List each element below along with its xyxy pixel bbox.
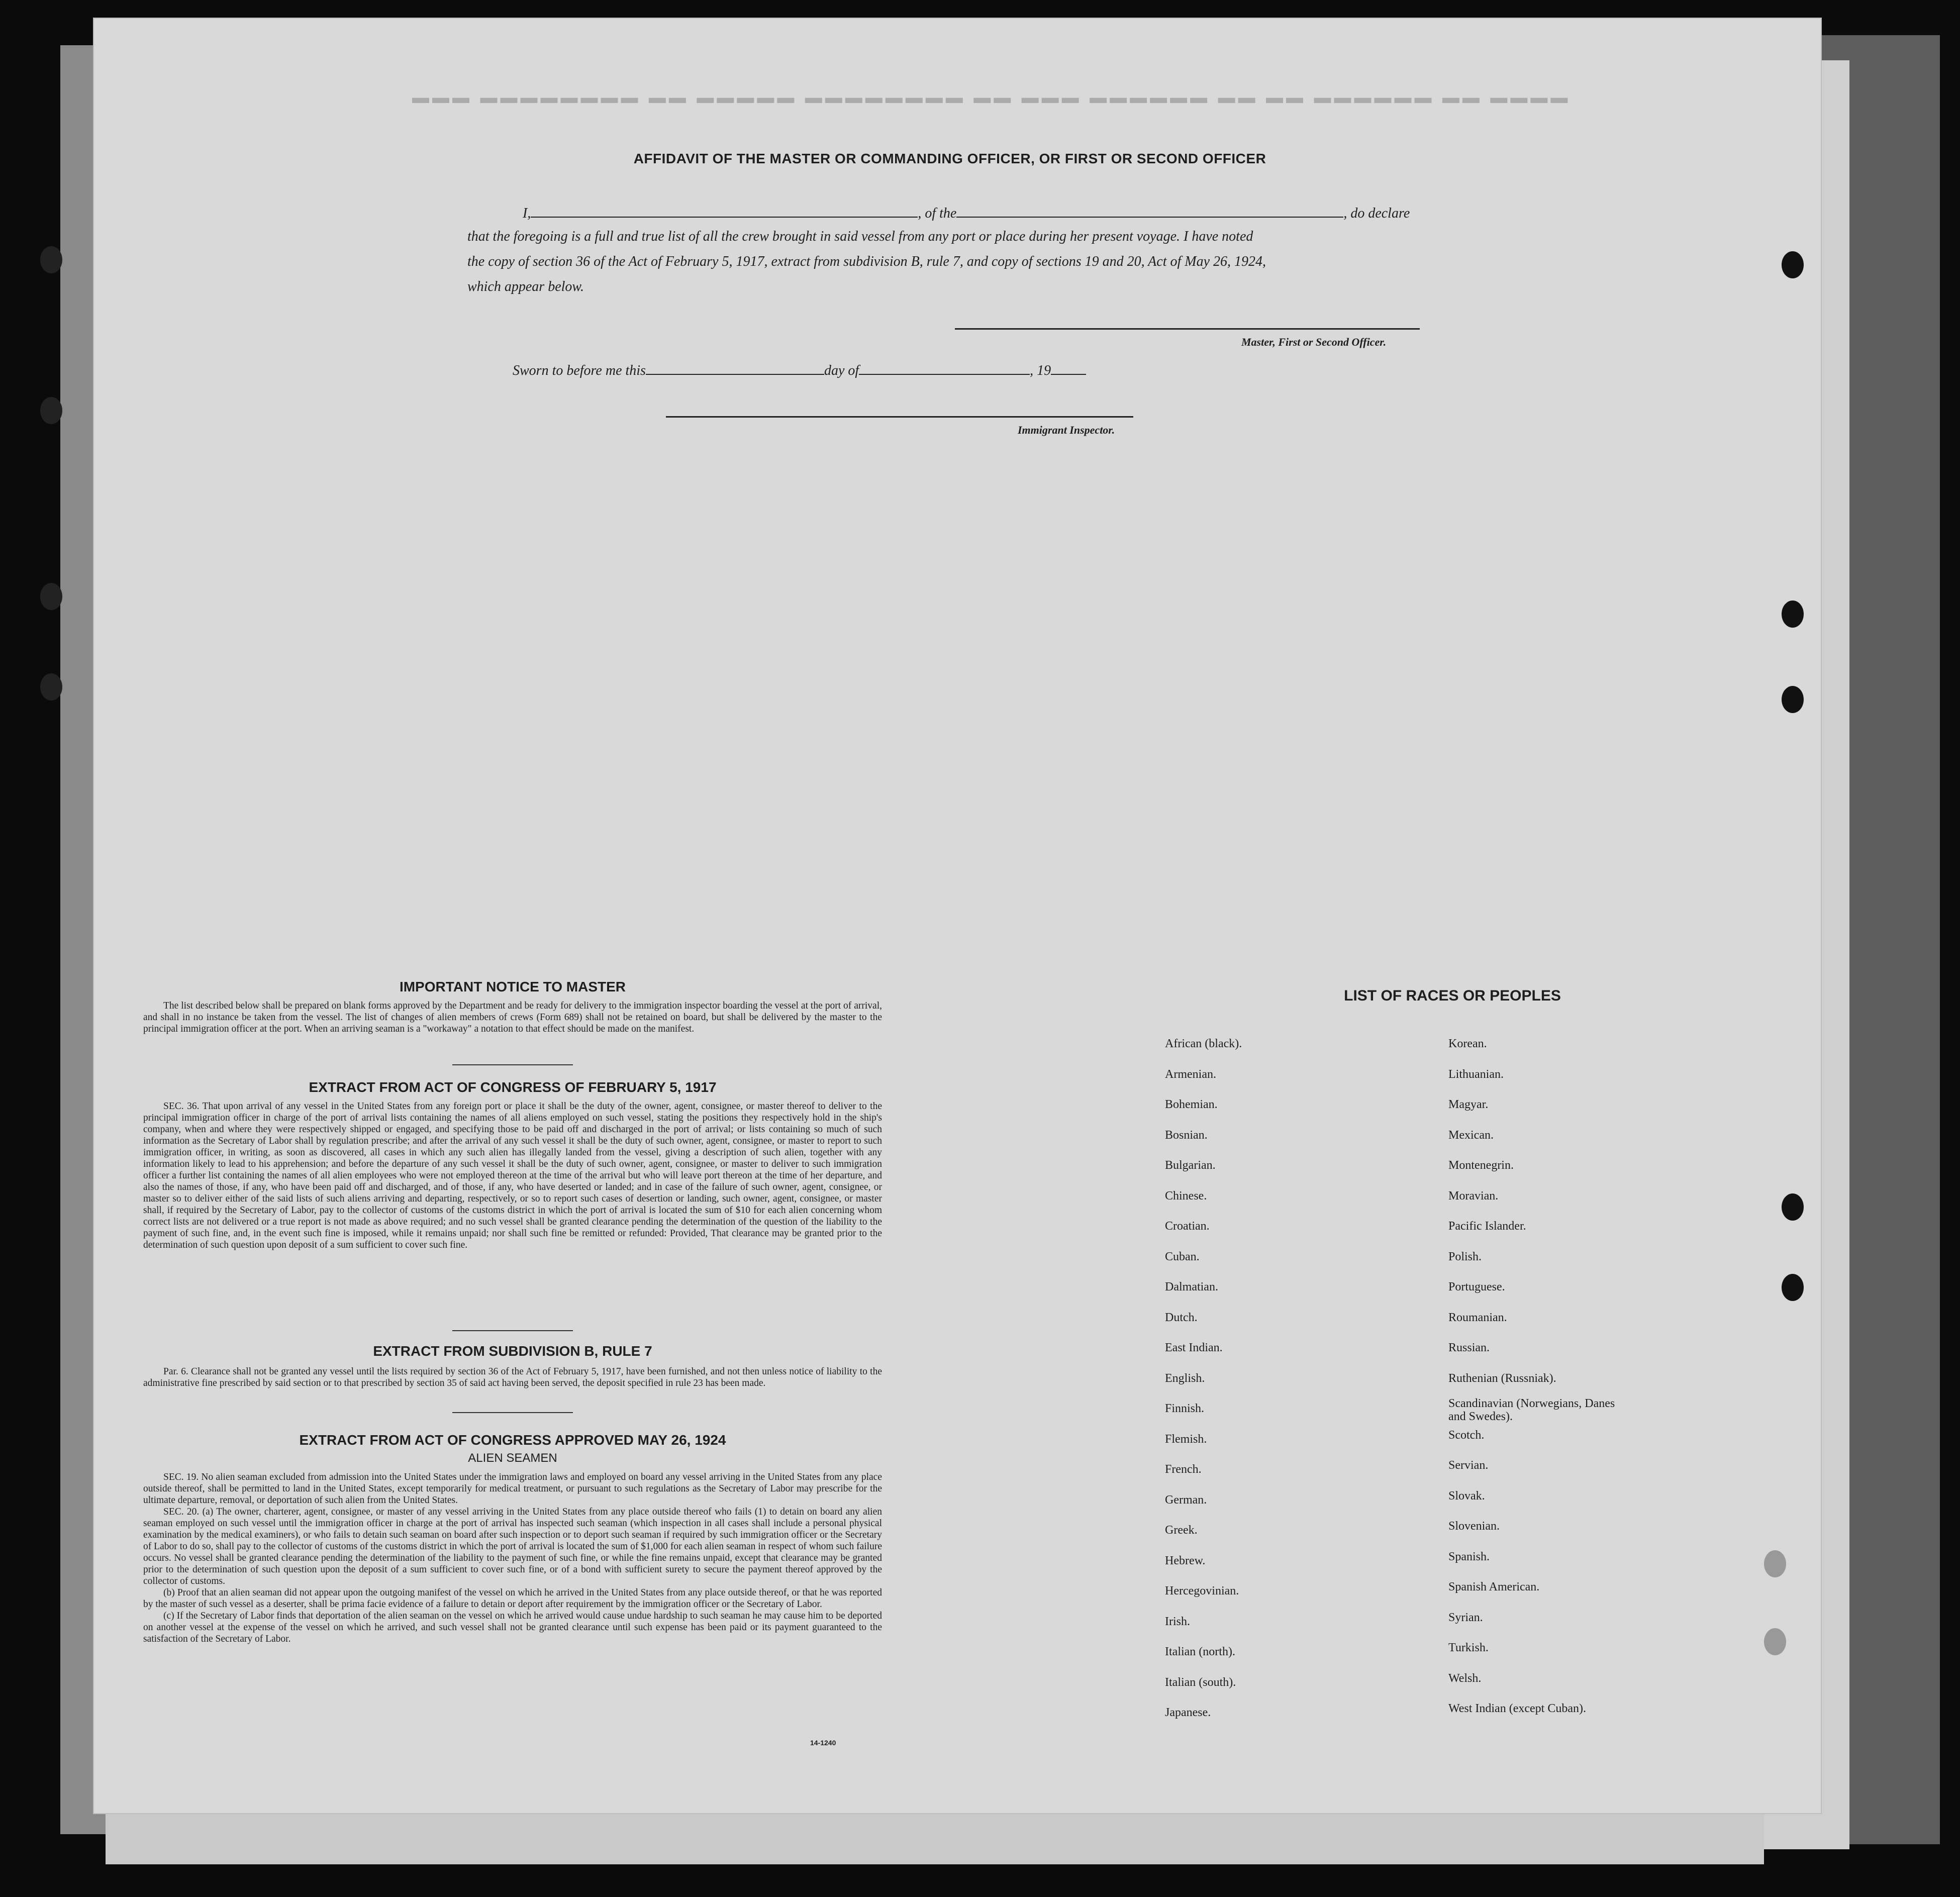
sworn-year-label: , 19 (1030, 363, 1051, 378)
race-item: Japanese. (1165, 1706, 1211, 1719)
race-item: Flemish. (1165, 1432, 1207, 1446)
act-1924-sec20b: (b) Proof that an alien seaman did not appear upon the outgoing manifest of the vessel on which he arrived in the United States from any place outside thereof, or that he was reported by the master of such vessel as a deserter, shall be prima facie evidence of a failure to detain or deport after requirement by the immigration officer or the Secretary of Labor. (143, 1587, 882, 1610)
race-item: Lithuanian. (1448, 1067, 1504, 1081)
act-1917-title: EXTRACT FROM ACT OF CONGRESS OF FEBRUARY 5, 1917 (309, 1079, 717, 1095)
race-item: Chinese. (1165, 1189, 1207, 1203)
race-item: Magyar. (1448, 1098, 1489, 1111)
binder-hole-left-3 (40, 583, 62, 610)
affidavit-line-2: that the foregoing is a full and true list of all the crew brought in said vessel from any port or place during her present voyage. I have noted (467, 229, 1253, 244)
race-item: Korean. (1448, 1037, 1487, 1050)
race-item: Bohemian. (1165, 1098, 1218, 1111)
act-1917-paragraph (143, 1101, 882, 1251)
sworn-month-blank[interactable] (859, 361, 1030, 375)
act-1924-sec20c: (c) If the Secretary of Labor finds that deportation of the alien seaman on the vessel on which he arrived would cause undue hardship to such seaman he may cause him to be deported on another vessel at the expense of the vessel on which he arrived, and such vessel shall not be granted clearance until such expense has been paid or its payment guaranteed to the satisfaction of the Secretary of Labor. (143, 1611, 882, 1644)
inspector-signature-line[interactable] (666, 416, 1133, 418)
binder-hole-left-4 (40, 673, 62, 701)
race-item: Mexican. (1448, 1128, 1494, 1142)
binder-hole-left-2 (40, 397, 62, 424)
race-item: Cuban. (1165, 1250, 1200, 1263)
section-divider-2 (452, 1330, 573, 1331)
sworn-prefix: Sworn to before me this (513, 363, 646, 378)
section-divider-1 (452, 1064, 573, 1065)
affidavit-line-4: which appear below. (467, 279, 584, 294)
race-item: Finnish. (1165, 1402, 1205, 1415)
race-item: Croatian. (1165, 1220, 1210, 1233)
race-item: Dutch. (1165, 1311, 1198, 1324)
race-item: French. (1165, 1463, 1202, 1476)
race-item: Servian. (1448, 1459, 1489, 1472)
race-item: Portuguese. (1448, 1280, 1505, 1293)
race-item: Turkish. (1448, 1641, 1489, 1654)
race-item: Syrian. (1448, 1611, 1483, 1624)
race-item: Slovenian. (1448, 1520, 1500, 1533)
binder-hole-right-7 (1764, 1628, 1786, 1655)
binder-hole-right-4 (1782, 1193, 1804, 1221)
notice-paragraph (143, 1000, 882, 1035)
races-title: LIST OF RACES OR PEOPLES (1344, 987, 1561, 1004)
race-item: Ruthenian (Russniak). (1448, 1371, 1556, 1385)
act-1924-sec19: SEC. 19. No alien seaman excluded from admission into the United States under the immigration laws and employed on board any vessel arriving in the United States from any place outside thereof, shall be permitted to land in the United States, except temporarily for medical treatment, or pursuant to such regulations as the Secretary of Labor may prescribe for the ultimate departure, removal, or deportation of such alien from the United States. (143, 1472, 882, 1506)
race-item: Dalmatian. (1165, 1280, 1218, 1293)
affidavit-of-the-label: , of the (918, 206, 957, 221)
race-item: Armenian. (1165, 1067, 1216, 1081)
act-1924-subtitle: ALIEN SEAMEN (468, 1451, 557, 1465)
binder-hole-right-1 (1782, 251, 1804, 278)
vessel-name-blank[interactable] (956, 204, 1343, 218)
binder-hole-left-1 (40, 246, 62, 273)
race-item: Montenegrin. (1448, 1159, 1514, 1172)
affidavit-line-1 (523, 204, 1410, 222)
affidavit-declare-label: , do declare (1343, 206, 1410, 221)
race-item: English. (1165, 1371, 1205, 1385)
act-1917-text: SEC. 36. That upon arrival of any vessel in the United States from any foreign port or place it shall be the duty of the owner, agent, consignee, or master thereof to deliver to the principal immigration officer in charge of the port of arrival lists containing the names of all aliens employed on such vessel, stating the positions they respectively hold in the ship's company, when and where they were respectively shipped or engaged, and specifying those to be paid off and discharged in the port of arrival; or lists containing so much of such information as the Secretary of Labor shall by regulation prescribe; and after the arrival of any such vessel it shall be the duty of such owner, agent, consignee, or master to report to such immigration officer, in writing, as soon as discovered, all cases in which any such alien has illegally landed from the vessel, giving a description of such alien, together with any information likely to lead to his apprehension; and before the departure of any such vessel it shall be the duty of such owner, agent, consignee, or master to deliver to such immigration officer a further list containing the names of all alien employees who were not employed thereon at the time of the arrival but who will leave port thereon at the time of her departure, and also the names of those, if any, who have been paid off and discharged, and of those, if any, who have deserted or landed; and in case of the failure of such owner, agent, consignee, or master so to deliver either of the said lists of such aliens arriving and departing, respectively, or so to report such cases of desertion or landing, such owner, agent, consignee, or master shall, if required by the Secretary of Labor, pay to the collector of customs of the customs district in which the port of arrival is located the sum of $10 for each alien concerning whom correct lists are not delivered or a true report is not made as above required; and no such vessel shall be granted clearance pending the determination of the question of the liability to the payment of such fine, and, in the event such fine is imposed, while it remains unpaid; nor shall such fine be remitted or refunded: Provided, That clearance may be granted prior to the determination of such question upon deposit of a sum sufficient to cover such fine. (143, 1101, 882, 1250)
race-item: Scandinavian (Norwegians, Danes and Swedes). (1448, 1397, 1615, 1423)
race-item: East Indian. (1165, 1341, 1223, 1354)
race-item: Irish. (1165, 1615, 1190, 1628)
affidavit-i-label: I, (523, 206, 531, 221)
race-item: West Indian (except Cuban). (1448, 1702, 1586, 1715)
race-item: Italian (south). (1165, 1675, 1236, 1689)
section-divider-3 (452, 1412, 573, 1413)
race-item: Welsh. (1448, 1671, 1482, 1685)
sworn-year-blank[interactable] (1051, 361, 1086, 375)
affidavit-title: AFFIDAVIT OF THE MASTER OR COMMANDING OFFICER, OR FIRST OR SECOND OFFICER (633, 151, 1266, 166)
race-item: Bosnian. (1165, 1128, 1208, 1142)
sworn-day-label: day of (824, 363, 859, 378)
binder-hole-right-6 (1764, 1550, 1786, 1577)
race-item: Moravian. (1448, 1189, 1499, 1203)
notice-text: The list described below shall be prepared on blank forms approved by the Department and be ready for delivery to the immigration inspector boarding the vessel at the port of arrival, and shall in no instance be taken from the vessel. The list of changes of alien members of crews (Form 689) shall not be retained on board, but shall be delivered by the master to the principal immigration officer at the port. When an arriving seaman is a "workaway" a notation to that effect should be made on the manifest. (143, 1001, 882, 1034)
race-item: Hercegovinian. (1165, 1584, 1239, 1598)
act-1924-sec20a: SEC. 20. (a) The owner, charterer, agent, consignee, or master of any vessel arriving in the United States from any place outside thereof who fails (1) to detain on board any alien seaman employed on such vessel until the immigration officer in charge at the port of arrival has inspected such seaman (which inspection in all cases shall include a personal physical examination by the medical examiners), or who fails to detain such seaman on board after such inspection or to deport such seaman if required by such immigration officer or the Secretary of Labor to do so, shall pay to the collector of customs of the customs district in which the port of arrival is located the sum of $1,000 for each alien seaman in respect of whom such failure occurs. No vessel shall be granted clearance pending the determination of the liability to the payment of such fine, or while the fine remains unpaid, except that clearance may be granted prior to the determination of such question upon the deposit of a sum sufficient to cover such fine, or of a bond with sufficient surety to secure the payment thereof approved by the collector of customs. (143, 1507, 882, 1586)
subdivision-b-paragraph (143, 1366, 882, 1389)
inspector-signature-label: Immigrant Inspector. (1018, 424, 1115, 436)
race-item: Slovak. (1448, 1489, 1485, 1503)
race-item: Pacific Islander. (1448, 1220, 1526, 1233)
bleed-through-heading: ▬▬▬ ▬▬▬▬▬▬▬▬ ▬▬ ▬▬▬▬▬ ▬▬▬▬▬▬▬▬ ▬▬ ▬▬▬ ▬▬▬▬▬▬ ▬▬ ▬▬ ▬▬▬▬▬▬ ▬▬ ▬▬▬▬ (412, 88, 1571, 107)
master-signature-line[interactable] (955, 328, 1420, 330)
race-item: Polish. (1448, 1250, 1482, 1263)
binder-hole-right-3 (1782, 686, 1804, 713)
races-right-column (1448, 1036, 1624, 1732)
master-signature-label: Master, First or Second Officer. (1241, 336, 1387, 348)
subdivision-b-text: Par. 6. Clearance shall not be granted any vessel until the lists required by section 36 of the Act of February 5, 1917, have been furnished, and not then unless notice of liability to the administrative fine prescribed by said section or to that prescribed by section 35 of said act having been served, the deposit specified in rule 23 has been made. (143, 1366, 882, 1388)
race-item: Italian (north). (1165, 1645, 1235, 1658)
form-number: 14-1240 (810, 1739, 836, 1747)
race-item: Scotch. (1448, 1428, 1485, 1442)
race-item: African (black). (1165, 1037, 1242, 1050)
race-item: Bulgarian. (1165, 1159, 1216, 1172)
race-item: Roumanian. (1448, 1311, 1507, 1324)
sworn-line (513, 361, 1086, 379)
races-left-column (1165, 1036, 1242, 1736)
race-item: Spanish American. (1448, 1580, 1540, 1593)
binder-hole-right-5 (1782, 1274, 1804, 1301)
notice-title: IMPORTANT NOTICE TO MASTER (399, 979, 626, 994)
binder-hole-right-2 (1782, 601, 1804, 628)
act-1924-paragraphs (143, 1471, 882, 1645)
race-item: Russian. (1448, 1341, 1490, 1354)
race-item: German. (1165, 1493, 1207, 1507)
master-name-blank[interactable] (531, 204, 918, 218)
act-1924-title: EXTRACT FROM ACT OF CONGRESS APPROVED MAY 26, 1924 (299, 1432, 726, 1448)
affidavit-line-3: the copy of section 36 of the Act of February 5, 1917, extract from subdivision B, rule 7, and copy of sections 19 and 20, Act of May 26, 1924, (467, 254, 1266, 269)
sworn-day-blank[interactable] (646, 361, 824, 375)
subdivision-b-title: EXTRACT FROM SUBDIVISION B, RULE 7 (373, 1343, 652, 1359)
race-item: Hebrew. (1165, 1554, 1206, 1567)
race-item: Spanish. (1448, 1550, 1490, 1563)
race-item: Greek. (1165, 1524, 1198, 1537)
